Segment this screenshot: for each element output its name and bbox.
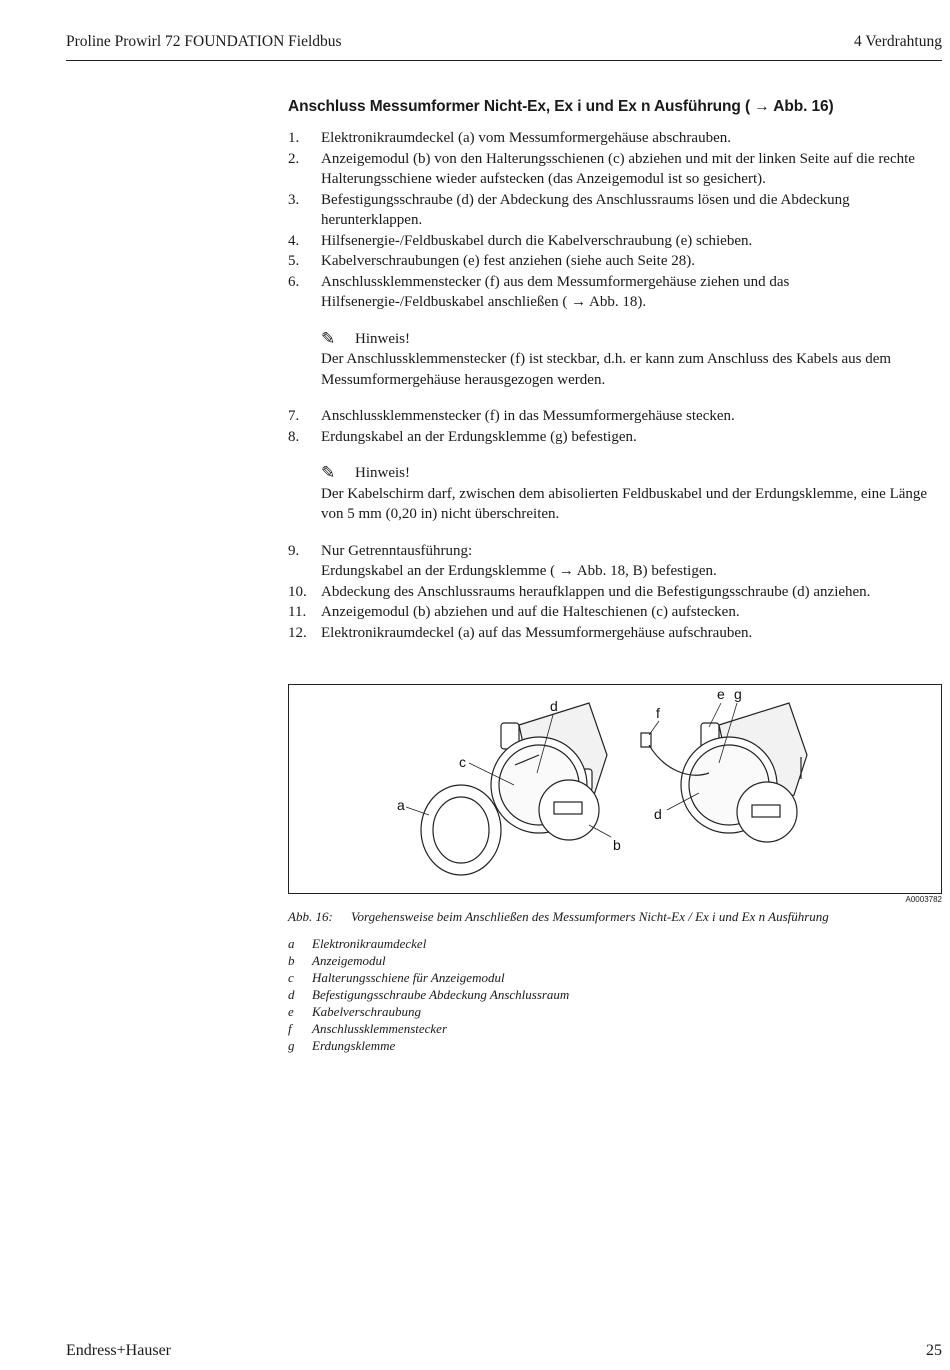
step-number: 11. — [288, 604, 307, 620]
document-title: Proline Prowirl 72 FOUNDATION Fieldbus — [66, 33, 342, 50]
right-transmitter — [641, 703, 807, 842]
note-1 — [321, 329, 944, 391]
legend-key: g — [288, 1038, 295, 1053]
step-item — [288, 272, 944, 313]
step-text: Befestigungsschraube (d) der Abdeckung des Anschlussraums lösen und die Abdeckung herunterklappen. — [321, 191, 850, 228]
step-item — [288, 406, 944, 427]
step-item — [288, 582, 944, 603]
step-text: Kabelverschraubungen (e) fest anziehen (siehe auch Seite 28). — [321, 253, 695, 269]
figure-16 — [288, 684, 942, 894]
step-number: 2. — [288, 150, 300, 167]
figure-label-b: b — [613, 837, 621, 853]
figure-label-a: a — [397, 797, 405, 813]
step-list-3 — [288, 541, 944, 644]
caption-label: Abb. 16: — [288, 909, 333, 924]
step-number: 3. — [288, 191, 300, 208]
legend-item — [288, 1020, 569, 1037]
step-text: Abdeckung des Anschlussraums heraufklappen und die Befestigungsschraube (d) anziehen. — [321, 583, 871, 600]
note-text: Der Anschlussklemmenstecker (f) ist steckbar, d.h. er kann zum Anschluss des Kabels aus dem Messumformergehäuse herausgezogen werden. — [321, 351, 892, 388]
legend-key: c — [288, 970, 294, 985]
figure-label-d: d — [654, 806, 662, 822]
legend-item — [288, 952, 569, 969]
chapter-title: 4 Verdrahtung — [854, 33, 942, 50]
step-number: 1. — [288, 130, 300, 146]
step-item — [288, 231, 944, 252]
note-text: Der Kabelschirm darf, zwischen dem abisolierten Feldbuskabel und der Erdungsklemme, eine Länge von 5 mm (0,20 in) nicht überschreiten. — [321, 485, 928, 522]
legend-text: Erdungsklemme — [312, 1038, 396, 1053]
legend-key: d — [288, 987, 295, 1002]
step-text: Hilfsenergie-/Feldbuskabel durch die Kabelverschraubung (e) schieben. — [321, 232, 753, 249]
note-2 — [321, 463, 944, 525]
step-number: 8. — [288, 428, 300, 445]
legend-item — [288, 935, 569, 952]
step-list-2 — [288, 406, 944, 447]
step-text: Anschlussklemmenstecker (f) aus dem Messumformergehäuse ziehen und das Hilfsenergie-/Feldbuskabel anschließen ( → Abb. 18). — [321, 273, 790, 310]
legend-text: Befestigungsschraube Abdeckung Anschlussraum — [312, 987, 570, 1002]
figure-label-g: g — [734, 686, 742, 702]
legend-item — [288, 1003, 569, 1020]
step-item — [288, 541, 944, 582]
legend-key: b — [288, 953, 295, 968]
step-item — [288, 128, 944, 149]
legend-item — [288, 1037, 569, 1054]
legend-text: Halterungsschiene für Anzeigemodul — [312, 970, 505, 985]
step-text: Anzeigemodul (b) von den Halterungsschienen (c) abziehen und mit der linken Seite auf die rechte Halterungsschiene wieder aufstecken (das Anzeigemodul ist so gesichert). — [321, 150, 915, 187]
figure-label-d: d — [550, 698, 558, 714]
step-list-1 — [288, 128, 944, 313]
legend-text: Kabelverschraubung — [312, 1004, 422, 1019]
figure-code: A0003782 — [905, 895, 942, 904]
legend-item — [288, 969, 569, 986]
step-text: Elektronikraumdeckel (a) vom Messumformergehäuse abschrauben. — [321, 130, 731, 146]
step-number: 10. — [288, 583, 307, 600]
page-number: 25 — [926, 1342, 942, 1359]
note-label: Hinweis! — [355, 330, 410, 347]
step-item — [288, 623, 944, 644]
pencil-icon: ✎ — [321, 328, 336, 348]
figure-label-c: c — [459, 754, 466, 770]
legend-key: f — [288, 1021, 292, 1036]
legend-text: Elektronikraumdeckel — [312, 936, 427, 951]
step-number: 9. — [288, 542, 300, 559]
figure-legend — [288, 935, 569, 1054]
note-label: Hinweis! — [355, 465, 410, 481]
figure-label-f: f — [656, 705, 660, 721]
step-item — [288, 149, 944, 190]
page-header — [66, 30, 942, 61]
step-number: 5. — [288, 253, 300, 269]
step-item — [288, 190, 944, 231]
step-number: 4. — [288, 232, 300, 249]
legend-text: Anzeigemodul — [312, 953, 386, 968]
step-item — [288, 251, 944, 272]
step-text: Elektronikraumdeckel (a) auf das Messumformergehäuse aufschrauben. — [321, 624, 753, 641]
step-text: Erdungskabel an der Erdungsklemme (g) befestigen. — [321, 428, 637, 445]
step-number: 12. — [288, 624, 307, 641]
legend-key: a — [288, 936, 295, 951]
step-text: Nur Getrenntausführung: Erdungskabel an der Erdungsklemme ( → Abb. 18, B) befestigen. — [321, 542, 717, 579]
step-text: Anschlussklemmenstecker (f) in das Messumformergehäuse stecken. — [321, 408, 735, 424]
wiring-illustration — [289, 685, 941, 893]
figure-caption — [288, 909, 829, 925]
main-content — [288, 98, 944, 643]
step-item — [288, 602, 944, 623]
step-number: 6. — [288, 273, 300, 290]
pencil-icon: ✎ — [321, 463, 336, 482]
legend-key: e — [288, 1004, 294, 1019]
step-text: Anzeigemodul (b) abziehen und auf die Halteschienen (c) aufstecken. — [321, 604, 740, 620]
caption-text: Vorgehensweise beim Anschließen des Messumformers Nicht-Ex / Ex i und Ex n Ausführung — [351, 909, 829, 924]
legend-text: Anschlussklemmenstecker — [312, 1021, 448, 1036]
left-transmitter — [421, 703, 607, 875]
step-number: 7. — [288, 408, 300, 424]
section-title: Anschluss Messumformer Nicht-Ex, Ex i und Ex n Ausführung ( → Abb. 16) — [288, 98, 834, 115]
step-item — [288, 427, 944, 448]
legend-item — [288, 986, 569, 1003]
brand-name: Endress+Hauser — [66, 1342, 171, 1359]
figure-label-e: e — [717, 686, 725, 702]
